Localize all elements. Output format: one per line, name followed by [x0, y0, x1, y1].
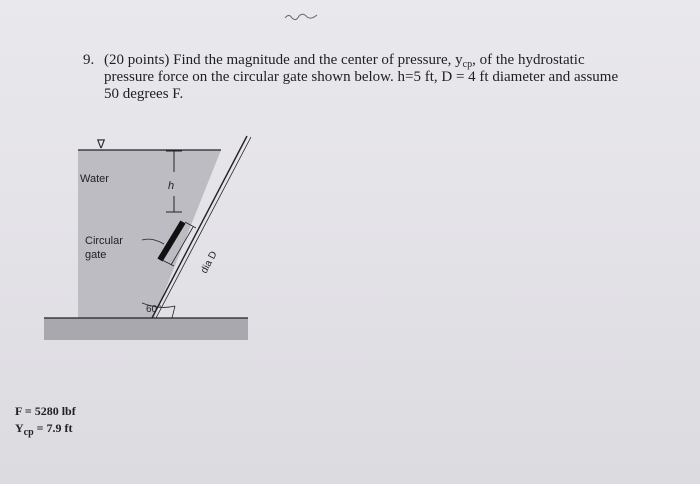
- problem-number: 9.: [83, 52, 95, 68]
- angle-label: 60°: [146, 304, 162, 315]
- h-label: h: [168, 180, 175, 192]
- ground-strip: [44, 318, 248, 340]
- gate-label-line-1: Circular: [85, 235, 123, 247]
- gate-label-line-2: gate: [85, 249, 107, 261]
- problem-line-1: (20 points) Find the magnitude and the center of pressure, $y_{cp}$, of the hydrostatic: [104, 52, 585, 70]
- free-surface-symbol: ∇: [97, 137, 106, 151]
- dia-label: dia D: [198, 249, 220, 276]
- angle-arrow: [172, 306, 175, 318]
- water-label: Water: [80, 173, 109, 185]
- ycp-answer: $Y_{cp} = 7.9$ ft: [15, 421, 73, 438]
- problem-line-2: pressure force on the circular gate shown below. h=5 ft, D = 4 ft diameter and assume: [104, 69, 619, 85]
- problem-line-3: 50 degrees F.: [104, 86, 184, 102]
- handwritten-answers: [15, 403, 76, 441]
- force-answer: F = 5280 lbf: [15, 404, 76, 418]
